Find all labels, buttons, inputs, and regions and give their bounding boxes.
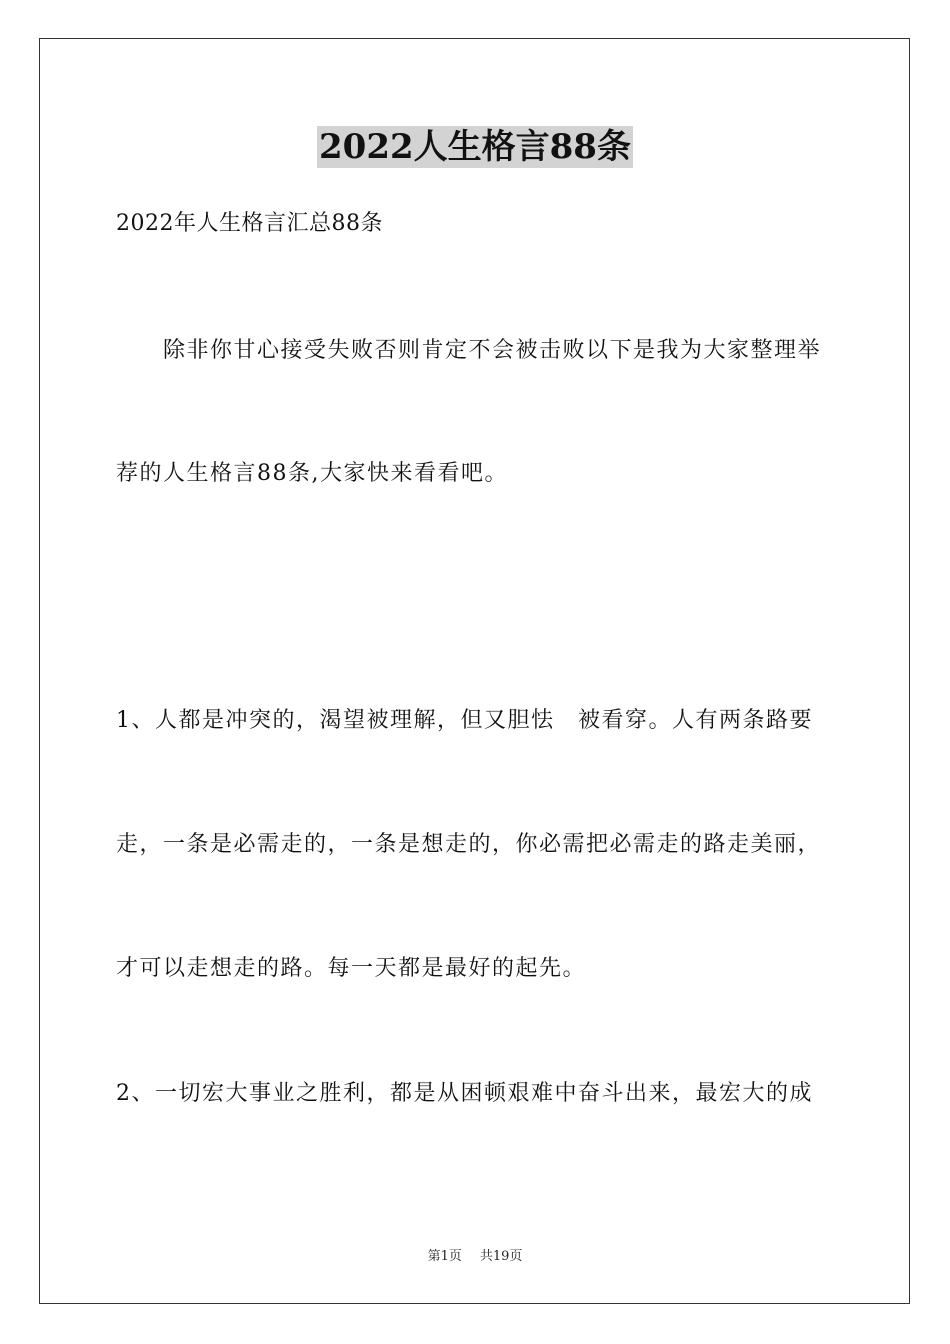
page-number-current: 第1页 (427, 1249, 462, 1264)
paragraph-line: 1、人都是冲突的，渴望被理解，但又胆怯 被看穿。人有两条路要 (116, 708, 813, 733)
page-number-total: 共19页 (479, 1249, 523, 1264)
paragraph-line: 才可以走想走的路。每一天都是最好的起先。 (116, 956, 587, 981)
document-title: 2022人生格言88条 (319, 127, 631, 167)
paragraph-line: 除非你甘心接受失败否则肯定不会被击败以下是我为大家整理举 (163, 338, 822, 363)
title-container (0, 126, 950, 168)
paragraph-line: 走，一条是必需走的，一条是想走的，你必需把必需走的路走美丽， (116, 832, 822, 857)
paragraph-line: 2、一切宏大事业之胜利，都是从困顿艰难中奋斗出来，最宏大的成 (116, 1081, 813, 1106)
page-footer (0, 1248, 950, 1266)
document-subtitle: 2022年人生格言汇总88条 (116, 211, 383, 236)
paragraph-line: 荐的人生格言88条,大家快来看看吧。 (116, 461, 508, 486)
